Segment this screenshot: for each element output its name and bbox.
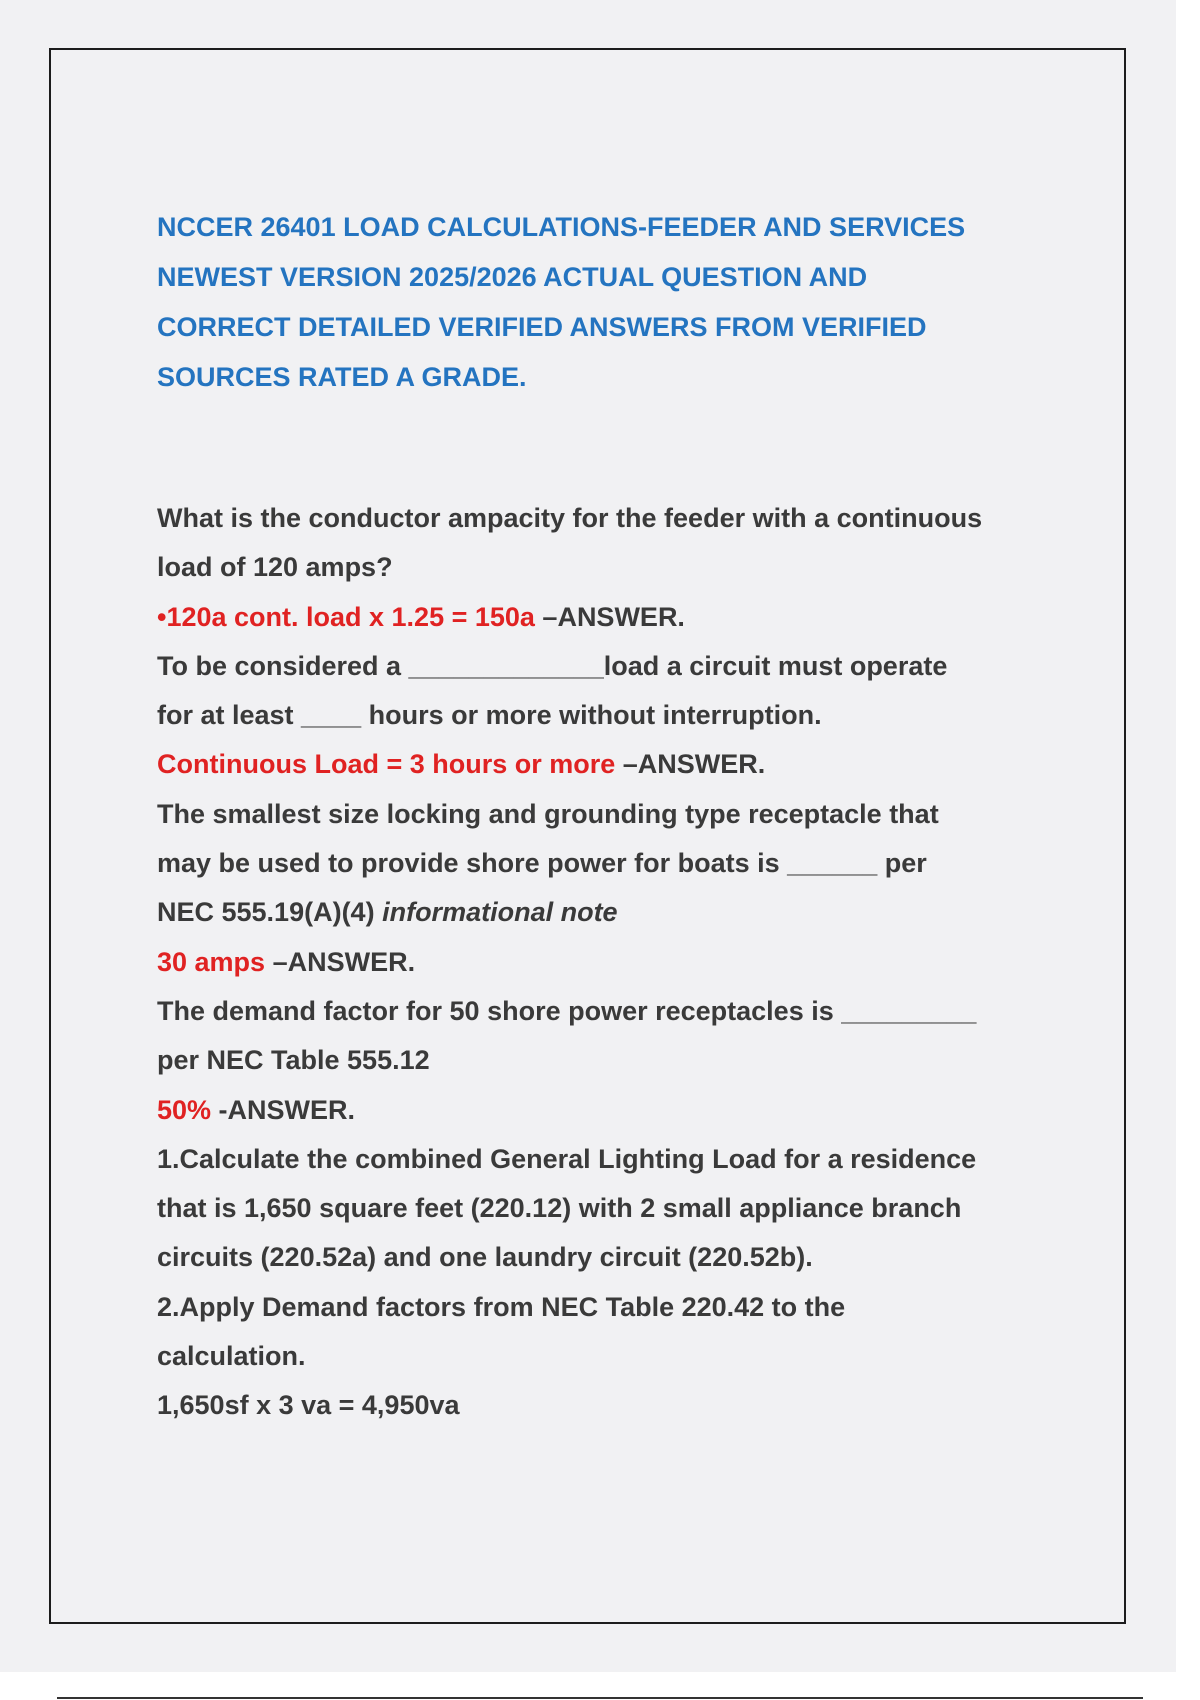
title-line: CORRECT DETAILED VERIFIED ANSWERS FROM VERIFIED: [157, 312, 927, 342]
question-5-line: circuits (220.52a) and one laundry circuit (220.52b).: [157, 1242, 813, 1273]
answer-3-text: 30 amps: [157, 946, 266, 977]
title-line: SOURCES RATED A GRADE.: [157, 362, 527, 392]
answer-2-label: –ANSWER.: [615, 749, 766, 780]
question-4-line: The demand factor for 50 shore power receptacles is _________: [157, 995, 977, 1026]
bottom-divider: [57, 1697, 1143, 1699]
answer-1: [157, 593, 1037, 642]
answer-3-label: –ANSWER.: [265, 946, 416, 977]
question-5-line: 2.Apply Demand factors from NEC Table 220.42 to the: [157, 1291, 846, 1322]
answer-3: [157, 938, 1037, 987]
question-3-line: [157, 888, 1037, 937]
answer-4-text: 50%: [157, 1094, 212, 1125]
answer-2: [157, 740, 1037, 789]
question-3-line: The smallest size locking and grounding type receptacle that: [157, 798, 939, 829]
title-line: NCCER 26401 LOAD CALCULATIONS-FEEDER AND SERVICES: [157, 212, 966, 242]
document-title: [157, 202, 1037, 402]
answer-1-text: •120a cont. load x 1.25 = 150a: [157, 601, 535, 632]
question-3-line: may be used to provide shore power for boats is ______ per: [157, 848, 927, 879]
question-answer-list: [157, 494, 1037, 1431]
answer-4-label: -ANSWER.: [211, 1094, 356, 1125]
question-2-line: for at least ____ hours or more without interruption.: [157, 700, 822, 731]
answer-2-text: Continuous Load = 3 hours or more: [157, 749, 616, 780]
answer-4: [157, 1086, 1037, 1135]
question-2-line: To be considered a _____________load a circuit must operate: [157, 650, 948, 681]
document-body: [157, 214, 1037, 1431]
question-5-line: that is 1,650 square feet (220.12) with 2 small appliance branch: [157, 1193, 962, 1224]
calculation-line: 1,650sf x 3 va = 4,950va: [157, 1390, 460, 1421]
question-4-line: per NEC Table 555.12: [157, 1045, 430, 1076]
question-1-line: load of 120 amps?: [157, 552, 393, 583]
nec-reference: NEC 555.19(A)(4): [157, 897, 383, 928]
title-line: NEWEST VERSION 2025/2026 ACTUAL QUESTION AND: [157, 262, 868, 292]
question-5-line: calculation.: [157, 1341, 306, 1372]
question-1-line: What is the conductor ampacity for the feeder with a continuous: [157, 503, 983, 533]
answer-1-label: –ANSWER.: [534, 601, 685, 632]
question-5-line: 1.Calculate the combined General Lighting Load for a residence: [157, 1143, 977, 1174]
informational-note: informational note: [382, 897, 618, 928]
